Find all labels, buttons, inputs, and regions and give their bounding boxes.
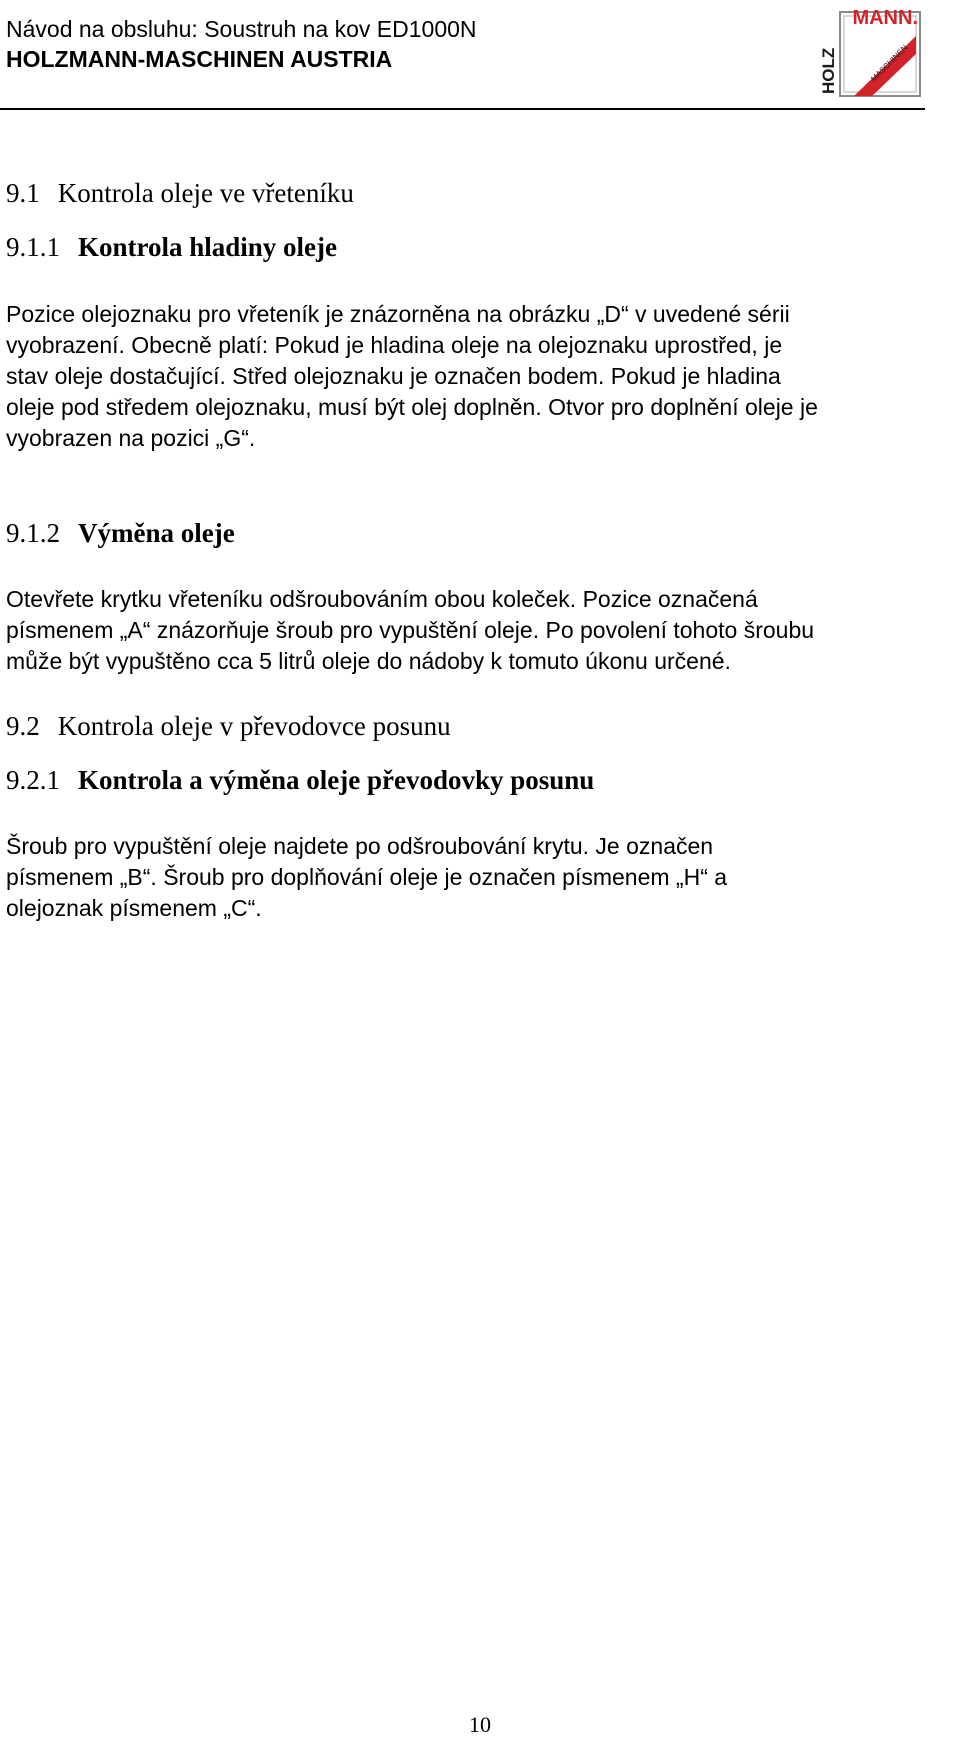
section-number: 9.1.2 — [6, 518, 60, 548]
section-heading-9-1-1 — [6, 232, 337, 263]
paragraph-oil-change — [6, 584, 960, 677]
paragraph-line: stav oleje dostačující. Střed olejoznaku je označen bodem. Pokud je hladina — [6, 363, 781, 389]
holzmann-logo — [818, 2, 922, 100]
header-company-name: HOLZMANN-MASCHINEN AUSTRIA — [6, 46, 393, 72]
logo-text-side: HOLZ — [819, 47, 838, 94]
paragraph-line: Otevřete krytku vřeteníku odšroubováním obou koleček. Pozice označená — [6, 586, 758, 612]
paragraph-line: Šroub pro vypuštění oleje najdete po odšroubování krytu. Je označen — [6, 833, 714, 859]
paragraph-line: vyobrazení. Obecně platí: Pokud je hladina oleje na olejoznaku uprostřed, je — [6, 332, 783, 358]
logo-text-top: MANN. — [852, 7, 918, 29]
header-document-title: Návod na obsluhu: Soustruh na kov ED1000N — [6, 16, 477, 42]
section-title: Výměna oleje — [78, 518, 235, 548]
logo-text-diagonal: MASCHINEN — [869, 43, 910, 84]
paragraph-feed-gearbox — [6, 831, 960, 924]
paragraph-line: písmenem „A“ znázorňuje šroub pro vypuštění oleje. Po povolení tohoto šroubu — [6, 617, 815, 643]
section-heading-9-1 — [6, 178, 354, 209]
page-number: 10 — [469, 1712, 491, 1737]
section-heading-9-2 — [6, 711, 451, 742]
paragraph-line: vyobrazen na pozici „G“. — [6, 425, 256, 451]
paragraph-oil-level — [6, 299, 960, 454]
section-title: Kontrola hladiny oleje — [78, 232, 338, 262]
section-number: 9.1 — [6, 178, 40, 208]
section-title: Kontrola oleje v převodovce posunu — [57, 711, 451, 741]
paragraph-line: olejoznak písmenem „C“. — [6, 895, 262, 921]
section-number: 9.2.1 — [6, 765, 60, 795]
paragraph-line: může být vypuštěno cca 5 litrů oleje do nádoby k tomuto úkonu určené. — [6, 648, 731, 674]
section-title: Kontrola a výměna oleje převodovky posunu — [78, 765, 595, 795]
section-heading-9-2-1 — [6, 765, 594, 796]
section-title: Kontrola oleje ve vřeteníku — [57, 178, 354, 208]
paragraph-line: písmenem „B“. Šroub pro doplňování oleje je označen písmenem „H“ a — [6, 864, 728, 890]
section-heading-9-1-2 — [6, 518, 235, 549]
paragraph-line: Pozice olejoznaku pro vřeteník je znázorněna na obrázku „D“ v uvedené sérii — [6, 301, 790, 327]
paragraph-line: oleje pod středem olejoznaku, musí být olej doplněn. Otvor pro doplnění oleje je — [6, 394, 818, 420]
section-number: 9.1.1 — [6, 232, 60, 262]
page-header — [0, 0, 925, 110]
section-number: 9.2 — [6, 711, 40, 741]
